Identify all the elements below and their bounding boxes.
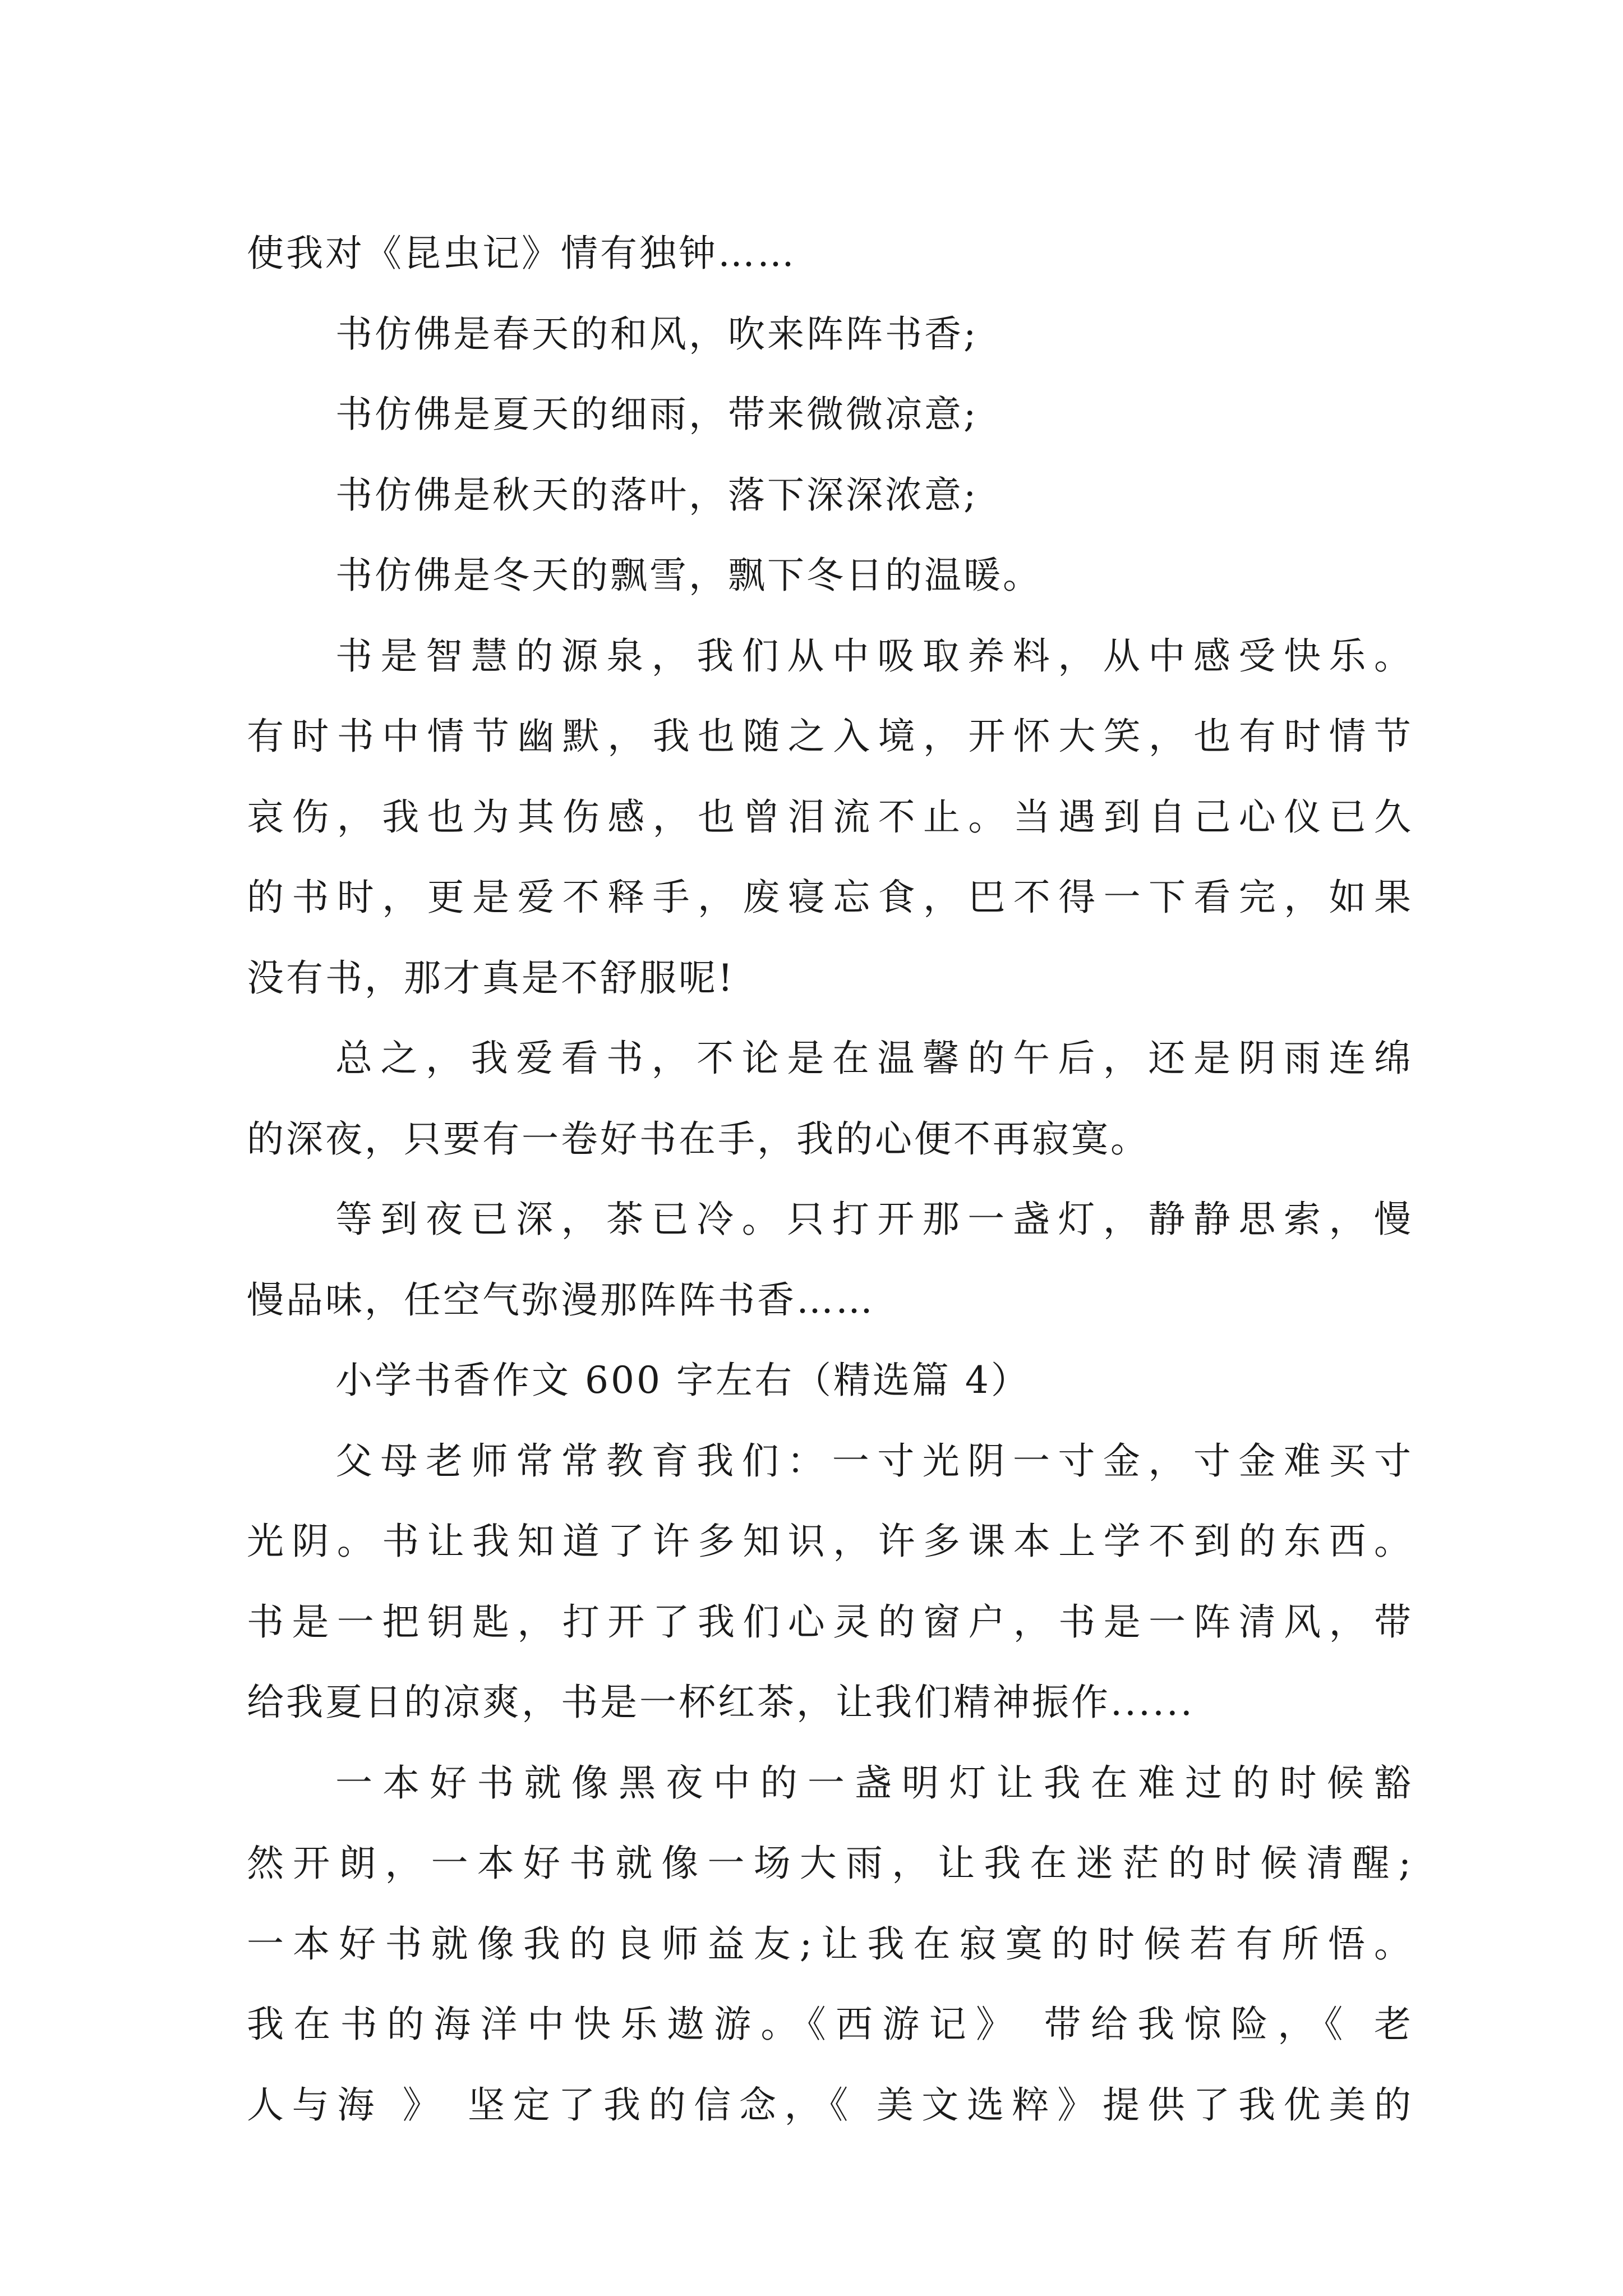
text-line: 然开朗，一本好书就像一场大雨，让我在迷茫的时候清醒; <box>247 1842 1413 1885</box>
body-text <box>247 213 1413 2145</box>
text-line: 一本好书就像黑夜中的一盏明灯让我在难过的时候豁 <box>335 1761 1413 1805</box>
text-line: 有时书中情节幽默，我也随之入境，开怀大笑，也有时情节 <box>247 715 1413 758</box>
text-line: 总之，我爱看书，不论是在温馨的午后，还是阴雨连绵 <box>335 1037 1413 1080</box>
text-line: 书仿佛是夏天的细雨，带来微微凉意; <box>335 393 979 436</box>
text-line: 书仿佛是秋天的落叶，落下深深浓意; <box>335 473 979 517</box>
text-line: 父母老师常常教育我们：一寸光阴一寸金，寸金难买寸 <box>335 1439 1413 1483</box>
text-line: 等到夜已深，茶已冷。只打开那一盏灯，静静思索，慢 <box>335 1198 1413 1241</box>
text-line: 的书时，更是爱不释手，废寝忘食，巴不得一下看完，如果 <box>247 876 1413 919</box>
text-line: 使我对《昆虫记》情有独钟…… <box>247 232 796 275</box>
text-line: 我在书的海洋中快乐遨游。《西游记》 带给我惊险，《 老 <box>247 2003 1413 2046</box>
text-line: 书仿佛是春天的和风，吹来阵阵书香; <box>335 312 979 356</box>
text-line: 慢品味，任空气弥漫那阵阵书香…… <box>247 1278 875 1322</box>
text-line: 一本好书就像我的良师益友;让我在寂寞的时候若有所悟。 <box>247 1922 1413 1966</box>
text-line: 给我夏日的凉爽，书是一杯红茶，让我们精神振作...... <box>247 1681 1195 1724</box>
text-line: 的深夜，只要有一卷好书在手，我的心便不再寂寞。 <box>247 1117 1150 1161</box>
text-line: 哀伤，我也为其伤感，也曾泪流不止。当遇到自己心仪已久 <box>247 795 1413 839</box>
text-line: 人与海 》 坚定了我的信念，《 美文选粹》提供了我优美的 <box>247 2083 1413 2127</box>
text-line: 光阴。书让我知道了许多知识，许多课本上学不到的东西。 <box>247 1520 1413 1563</box>
text-line: 书是一把钥匙，打开了我们心灵的窗户，书是一阵清风，带 <box>247 1600 1413 1644</box>
section-heading: 小学书香作文 600 字左右（精选篇 4） <box>335 1359 1030 1402</box>
text-line: 书仿佛是冬天的飘雪，飘下冬日的温暖。 <box>335 554 1042 597</box>
text-line: 没有书，那才真是不舒服呢! <box>247 956 735 1000</box>
text-line: 书是智慧的源泉，我们从中吸取养料，从中感受快乐。 <box>335 634 1413 678</box>
